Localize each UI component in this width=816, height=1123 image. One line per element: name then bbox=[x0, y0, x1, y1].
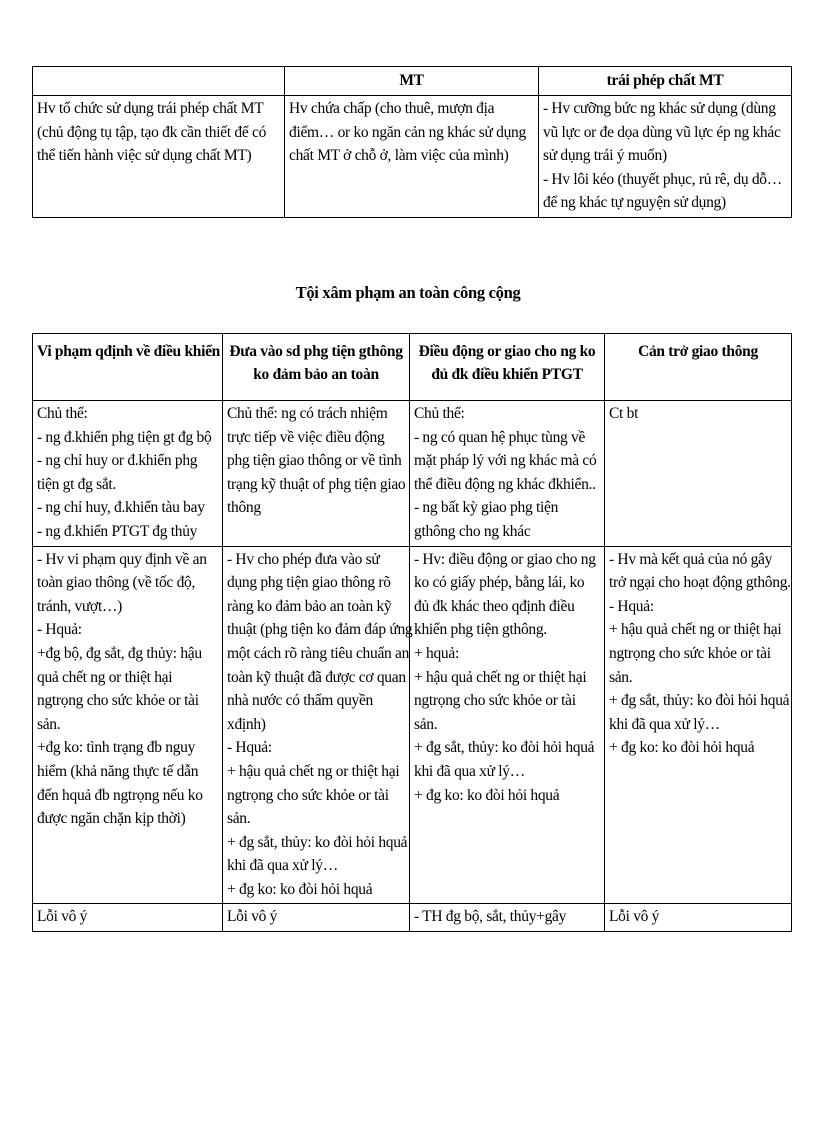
text-line: sản. bbox=[37, 715, 61, 733]
text-line: tiện gt đg sắt. bbox=[37, 475, 117, 493]
header-cell bbox=[410, 334, 605, 401]
text-line: một cách rõ ràng tiêu chuẩn an bbox=[227, 644, 410, 662]
text-line: thông bbox=[227, 499, 261, 517]
text-line: sử dụng trái ý muốn) bbox=[543, 147, 667, 165]
table-cell bbox=[410, 546, 605, 904]
text-line: thể điều động ng khác đkhiển.. bbox=[414, 475, 596, 493]
text-line: được ngăn chặn kịp thời) bbox=[37, 810, 186, 828]
text-line: tránh, vượt…) bbox=[37, 597, 123, 615]
text-line: +đg ko: tình trạng đb nguy bbox=[37, 739, 196, 757]
text-line: - Hquả: bbox=[609, 597, 654, 615]
text-line: dụng phg tiện giao thông rõ bbox=[227, 574, 391, 592]
table-cell bbox=[223, 401, 410, 547]
text-line: - Hv lôi kéo (thuyết phục, rủ rê, dụ dỗ… bbox=[543, 170, 782, 188]
text-line: trực tiếp về việc điều động bbox=[227, 428, 385, 446]
text-line: + hquả: bbox=[414, 644, 459, 662]
text-line: + đg ko: ko đòi hỏi hquả bbox=[414, 786, 560, 804]
text-line: Chủ thể: bbox=[414, 405, 465, 422]
text-line: - Hquả: bbox=[37, 621, 82, 639]
text-line: - ng có quan hệ phục tùng về bbox=[414, 428, 586, 446]
text-line: Đưa vào sd phg tiện gthông bbox=[229, 343, 403, 360]
text-line: - TH đg bộ, sắt, thủy+gây bbox=[414, 908, 567, 926]
text-line: Hv chứa chấp (cho thuê, mượn địa bbox=[289, 100, 495, 117]
text-line: đủ đk điều khiển PTGT bbox=[431, 366, 583, 383]
text-line: sản. bbox=[414, 715, 438, 733]
text-line: trở ngại cho hoạt động gthông. bbox=[609, 574, 791, 592]
text-line: - ng bất kỳ giao phg tiện bbox=[414, 499, 559, 517]
text-line: toàn kỹ thuật đã được cơ quan bbox=[227, 668, 406, 686]
drug-offense-table bbox=[32, 66, 792, 218]
text-line: + đg sắt, thủy: ko đòi hỏi hquả bbox=[227, 833, 408, 851]
table-cell bbox=[605, 401, 792, 547]
table-cell bbox=[539, 96, 792, 218]
text-line: ràng ko đảm bảo an toàn kỹ bbox=[227, 597, 392, 615]
text-line: Hv tổ chức sử dụng trái phép chất MT bbox=[37, 100, 264, 117]
text-line: - Hv cho phép đưa vào sử bbox=[227, 550, 380, 568]
text-line: Cản trở giao thông bbox=[638, 343, 758, 360]
text-line: chất MT ở chỗ ở, làm việc của mình) bbox=[289, 147, 509, 165]
text-line: - Hv vi phạm quy định về an bbox=[37, 550, 207, 568]
text-line: - Hv: điều động or giao cho ng bbox=[414, 550, 596, 568]
text-line: nhà nước có thẩm quyền bbox=[227, 692, 374, 710]
text-line: thuật (phg tiện ko đảm đáp ứng bbox=[227, 621, 413, 639]
text-line: Vi phạm qđịnh về điều khiển bbox=[37, 343, 220, 360]
text-line: - Hv mà kết quả của nó gây bbox=[609, 550, 773, 568]
header-cell bbox=[605, 334, 792, 401]
text-line: - ng đ.khiển phg tiện gt đg bộ bbox=[37, 428, 212, 446]
table-cell bbox=[33, 546, 223, 904]
text-line: trạng kỹ thuật of phg tiện giao bbox=[227, 475, 406, 493]
text-line: khi đã qua xử lý… bbox=[227, 857, 338, 875]
text-line: quả chết ng or thiệt hại bbox=[37, 668, 173, 686]
table-cell bbox=[223, 904, 410, 932]
traffic-offense-table bbox=[32, 333, 792, 932]
text-line: Điều động or giao cho ng ko bbox=[418, 343, 596, 360]
header-cell bbox=[33, 67, 285, 96]
text-line: hiểm (khả năng thực tế dẫn bbox=[37, 762, 199, 780]
text-line: + hậu quả chết ng or thiệt hại bbox=[227, 762, 400, 780]
text-line: để ng khác tự nguyện sử dụng) bbox=[543, 194, 726, 212]
text-line: thể tiến hành việc sử dụng chất MT) bbox=[37, 147, 252, 165]
text-line: điểm… or ko ngăn cản ng khác sử dụng bbox=[289, 123, 526, 141]
text-line: đủ đk khác theo qđịnh điều bbox=[414, 597, 575, 615]
text-line: mặt pháp lý với ng khác mà có bbox=[414, 452, 597, 470]
table-cell bbox=[410, 401, 605, 547]
text-line: - Hquả: bbox=[227, 739, 272, 757]
text-line: khi đã qua xử lý… bbox=[414, 762, 525, 780]
header-cell: trái phép chất MT bbox=[539, 67, 792, 96]
text-line: phg tiện giao thông or về tình bbox=[227, 452, 402, 470]
text-line: gthông cho ng khác bbox=[414, 522, 531, 540]
text-line: + đg ko: ko đòi hỏi hquả bbox=[609, 739, 755, 757]
text-line: + đg sắt, thủy: ko đòi hỏi hquả bbox=[609, 692, 790, 710]
section-title: Tội xâm phạm an toàn công cộng bbox=[295, 283, 521, 302]
text-line: ngtrọng cho sức khỏe or tài bbox=[37, 692, 199, 710]
text-line: + hậu quả chết ng or thiệt hại bbox=[609, 621, 782, 639]
text-line: ko đảm bảo an toàn bbox=[253, 366, 379, 383]
text-line: sản. bbox=[609, 668, 633, 686]
text-line: +đg bộ, đg sắt, đg thủy: hậu bbox=[37, 644, 202, 662]
text-line: - ng chỉ huy or đ.khiển phg bbox=[37, 452, 198, 470]
text-line: Ct bt bbox=[609, 405, 639, 422]
table-cell bbox=[605, 904, 792, 932]
table-header-row bbox=[33, 67, 792, 96]
text-line: ngtrọng cho sức khỏe or tài bbox=[227, 786, 389, 804]
text-line: Chủ thể: ng có trách nhiệm bbox=[227, 405, 388, 422]
table-cell bbox=[33, 96, 285, 218]
table-cell bbox=[33, 904, 223, 932]
text-line: - Hv cưỡng bức ng khác sử dụng (dùng bbox=[543, 100, 776, 117]
text-line: ko có giấy phép, bằng lái, ko bbox=[414, 574, 585, 592]
text-line: (chủ động tụ tập, tạo đk cần thiết để có bbox=[37, 123, 267, 141]
table-row bbox=[33, 401, 792, 547]
text-line: Lỗi vô ý bbox=[227, 908, 278, 926]
text-line: + đg sắt, thủy: ko đòi hỏi hquả bbox=[414, 739, 595, 757]
table-cell bbox=[223, 546, 413, 904]
text-line: Lỗi vô ý bbox=[609, 908, 660, 926]
text-line: + hậu quả chết ng or thiệt hại bbox=[414, 668, 587, 686]
table-row bbox=[33, 904, 792, 932]
text-line: - ng đ.khiển PTGT đg thủy bbox=[37, 522, 198, 540]
table-cell bbox=[605, 546, 792, 904]
table-cell bbox=[410, 904, 605, 932]
text-line: khiển phg tiện gthông. bbox=[414, 621, 547, 639]
header-cell bbox=[223, 334, 410, 401]
header-cell: MT bbox=[285, 67, 539, 96]
text-line: ngtrọng cho sức khỏe or tài bbox=[609, 644, 771, 662]
table-cell bbox=[33, 401, 223, 547]
text-line: sản. bbox=[227, 810, 251, 828]
text-line: + đg ko: ko đòi hỏi hquả bbox=[227, 880, 373, 898]
table-cell bbox=[285, 96, 539, 218]
header-cell bbox=[33, 334, 223, 401]
text-line: Chủ thể: bbox=[37, 405, 88, 422]
table-row bbox=[33, 546, 792, 904]
text-line: vũ lực or đe dọa dùng vũ lực ép ng khác bbox=[543, 123, 781, 141]
text-line: đến hquả đb ngtrọng nếu ko bbox=[37, 786, 203, 804]
text-line: - ng chỉ huy, đ.khiển tàu bay bbox=[37, 499, 205, 517]
text-line: Lỗi vô ý bbox=[37, 908, 88, 926]
text-line: xđịnh) bbox=[227, 715, 266, 733]
table-row bbox=[33, 96, 792, 218]
text-line: toàn giao thông (về tốc độ, bbox=[37, 574, 196, 592]
text-line: khi đã qua xử lý… bbox=[609, 715, 720, 733]
table-header-row bbox=[33, 334, 792, 401]
text-line: ngtrọng cho sức khỏe or tài bbox=[414, 692, 576, 710]
